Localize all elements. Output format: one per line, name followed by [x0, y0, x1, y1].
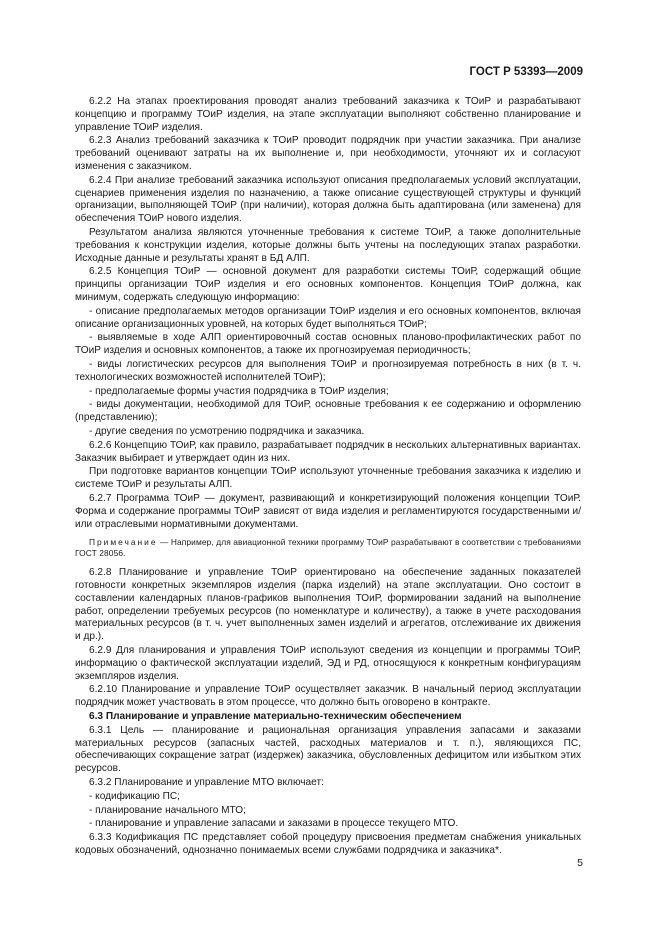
list-item: - виды документации, необходимой для ТОиР, основные требования к ее содержанию и оформлению (представлению); — [75, 399, 581, 424]
note — [75, 537, 581, 559]
page-body — [75, 96, 581, 859]
note-label: Примечание — [89, 537, 158, 548]
document-header: ГОСТ Р 53393—2009 — [469, 66, 583, 78]
paragraph-6-2-6: 6.2.6 Концепцию ТОиР, как правило, разрабатывает подрядчик в нескольких альтернативных вариантах. Заказчик выбирает и утверждает один из них. — [75, 439, 581, 464]
paragraph-concept-variants: При подготовке вариантов концепции ТОиР используют уточненные требования заказчика к изделию и системе ТОиР и результаты АЛП. — [75, 466, 581, 491]
paragraph-6-2-8: 6.2.8 Планирование и управление ТОиР ориентировано на обеспечение заданных показателей готовности конкретных экземпляров изделия (парка изделий) на этапе эксплуатации. Оно состоит в составлении календарных планов-графиков выполнения ТОиР, формировании заданий на выполнение работ, определении требуемых ресурсов (по номенклатуре и количеству), а также в учете расходования материальных ресурсов (в т. ч. учет выполненных замен изделий и агрегатов, отслеживание их движения и др.). — [75, 567, 581, 643]
list-item: - выявляемые в ходе АЛП ориентировочный состав основных планово-профилактических работ по ТОиР изделия и основных компонентов, а также их прогнозируемая периодичность; — [75, 332, 581, 357]
list-item: - кодификацию ПС; — [89, 790, 180, 802]
paragraph-6-2-7: 6.2.7 Программа ТОиР — документ, развивающий и конкретизирующий положения концепции ТОиР. Форма и содержание программы ТОиР зависят от вида изделия и регламентируются государственными и/или отраслевыми нормативными документами. — [75, 492, 581, 530]
list-item: - планирование начального МТО; — [89, 804, 246, 816]
paragraph-6-2-9: 6.2.9 Для планирования и управления ТОиР используют сведения из концепции и программы ТОиР, информацию о фактической эксплуатации изделий, ЭД и РД, относящуюся к конкретным конфигурациям экземпляров изделия. — [75, 645, 581, 682]
paragraph-6-3-3: 6.3.3 Кодификация ПС представляет собой процедуру присвоения предметам снабжения уникальных кодовых обозначений, однозначно понимаемых всеми службами подрядчика и заказчика*. — [75, 832, 581, 857]
paragraph-analysis-result: Результатом анализа являются уточненные требования к системе ТОиР, а также дополнительные требования к конструкции изделия, которые должны быть учтены на последующих этапах разработки. Исходные данные и результаты хранят в БД АЛП. — [75, 226, 581, 264]
paragraph-6-2-2: 6.2.2 На этапах проектирования проводят анализ требований заказчика к ТОиР и разрабатывают концепцию и программу ТОиР изделия, на этапе эксплуатации выполняют собственно планирование и управление ТОиР изделия. — [75, 96, 581, 133]
paragraph-6-2-3: 6.2.3 Анализ требований заказчика к ТОиР проводит подрядчик при участии заказчика. При анализе требований оценивают затраты на их выполнение и, при необходимости, уточняют их и согласуют изменения с заказчиком. — [75, 135, 581, 172]
list-item: - предполагаемые формы участия подрядчика в ТОиР изделия; — [89, 385, 389, 397]
list-item: - виды логистических ресурсов для выполнения ТОиР и прогнозируемая потребность в них (в т. ч. технологических возможностей исполнителей ТОиР); — [75, 358, 581, 383]
list-item: - планирование и управление запасами и заказами в процессе текущего МТО. — [89, 818, 459, 830]
paragraph-6-3-1: 6.3.1 Цель — планирование и рациональная организация управления запасами и заказами материальных ресурсов (запасных частей, расходных материалов и т. п.), являющихся ПС, обеспечивающих сокращение затрат (издержек) заказчика, обусловленных дефицитом или избытком этих ресурсов. — [75, 724, 581, 775]
paragraph-6-2-5: 6.2.5 Концепция ТОиР — основной документ для разработки системы ТОиР, содержащий общие принципы организации ТОиР изделия и его основных компонентов. Концепция ТОиР должна, как минимум, содержать следующую информацию: — [75, 266, 581, 303]
paragraph-6-2-10: 6.2.10 Планирование и управление ТОиР осуществляет заказчик. В начальный период эксплуатации подрядчик может участвовать в этом процессе, что должно быть оговорено в контракте. — [75, 684, 581, 709]
section-heading-6-3: 6.3 Планирование и управление материально-техническим обеспечением — [89, 711, 462, 723]
list-item: - другие сведения по усмотрению подрядчика и заказчика. — [89, 425, 365, 437]
list-item: - описание предполагаемых методов организации ТОиР изделия и его основных компонентов, включая описание организационных уровней, на которых будет выполняться ТОиР; — [75, 305, 581, 330]
page-number: 5 — [577, 857, 583, 869]
note-text: — Например, для авиационной техники программу ТОиР разрабатывают в соответствии с требованиями ГОСТ 28056. — [75, 537, 581, 559]
paragraph-6-3-2: 6.3.2 Планирование и управление МТО включает: — [89, 777, 324, 789]
paragraph-6-2-4: 6.2.4 При анализе требований заказчика используют описания предполагаемых условий эксплуатации, сценариев применения изделия по назначению, а также описание существующей структуры и функций организации, выполняющей ТОиР (при наличии), которая должна быть адаптирована (или заменена) для обеспечения ТОиР нового изделия. — [75, 174, 581, 225]
